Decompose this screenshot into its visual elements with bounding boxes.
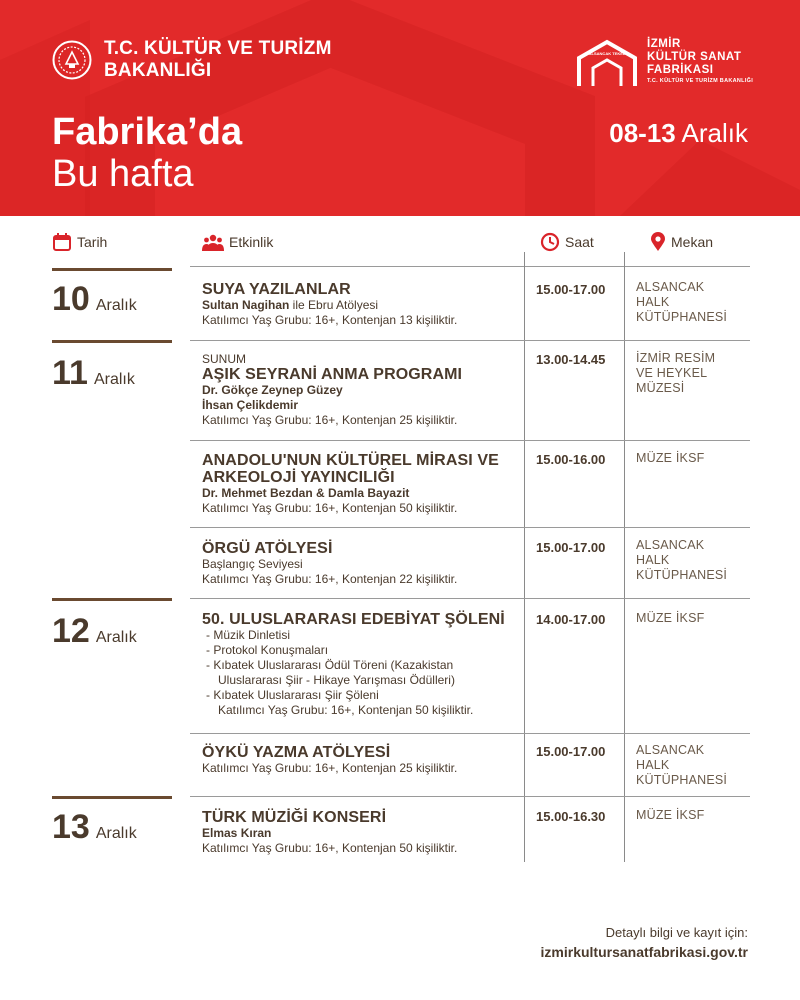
column-header-venue-label: Mekan	[671, 234, 714, 250]
event-program-list	[202, 628, 520, 703]
event-info: Katılımcı Yaş Grubu: 16+, Kontenjan 13 kişiliktir.	[202, 313, 458, 327]
header-banner	[0, 0, 800, 216]
day-number: 10	[52, 280, 90, 318]
day-label	[52, 354, 135, 392]
factory-name-line2: KÜLTÜR SANAT	[647, 51, 742, 63]
event-time: 15.00-17.00	[536, 744, 606, 759]
venue-line: ALSANCAK	[636, 280, 705, 294]
event-venue	[636, 538, 727, 583]
column-header-time	[540, 230, 594, 254]
factory-logo	[575, 38, 753, 88]
venue-line: HALK	[636, 758, 670, 772]
row-divider	[190, 733, 750, 734]
divider-time-left	[524, 252, 525, 862]
people-icon	[202, 232, 224, 252]
event-host: Sultan Nagihan	[202, 298, 290, 312]
event-info: Katılımcı Yaş Grubu: 16+, Kontenjan 50 kişiliktir.	[202, 501, 458, 515]
day-month: Aralık	[95, 297, 137, 314]
factory-name-line3: FABRİKASI	[647, 64, 714, 76]
day-month: Aralık	[95, 629, 137, 646]
event-title: TÜRK MÜZİĞİ KONSERİ	[202, 809, 387, 826]
row-divider	[190, 796, 750, 797]
venue-line: ALSANCAK	[636, 538, 705, 552]
column-header-venue	[650, 230, 713, 254]
event-title: ANADOLU'NUN KÜLTÜREL MİRASI VE	[202, 452, 499, 469]
day-divider	[52, 598, 172, 601]
row-divider	[190, 440, 750, 441]
day-divider	[52, 268, 172, 271]
event-time: 14.00-17.00	[536, 612, 606, 627]
event-entry	[202, 540, 520, 587]
column-header-date-label: Tarih	[77, 234, 108, 250]
event-entry	[202, 452, 520, 516]
venue-line: KÜTÜPHANESİ	[636, 310, 728, 324]
event-title: SUYA YAZILANLAR	[202, 281, 351, 298]
ministry-seal-icon	[52, 40, 92, 80]
ministry-name-line1: T.C. KÜLTÜR VE TURİZM	[104, 38, 332, 59]
day-label	[52, 808, 137, 846]
day-divider	[52, 340, 172, 343]
venue-line: MÜZE İKSF	[636, 808, 705, 822]
event-title: AŞIK SEYRANİ ANMA PROGRAMI	[202, 366, 463, 383]
event-info: Katılımcı Yaş Grubu: 16+, Kontenjan 50 kişiliktir.	[202, 841, 458, 855]
event-title: ARKEOLOJİ YAYINCILIĞI	[202, 469, 395, 486]
event-info: Katılımcı Yaş Grubu: 16+, Kontenjan 25 kişiliktir.	[202, 761, 458, 775]
day-month: Aralık	[95, 825, 137, 842]
day-divider	[52, 796, 172, 799]
venue-line: VE HEYKEL	[636, 366, 708, 380]
day-label	[52, 612, 137, 650]
event-speaker: Elmas Kıran	[202, 826, 272, 840]
calendar-icon	[52, 232, 72, 252]
venue-line: ALSANCAK	[636, 743, 705, 757]
event-venue	[636, 611, 704, 626]
event-description: ile Ebru Atölyesi	[289, 298, 379, 312]
venue-line: MÜZESİ	[636, 381, 685, 395]
event-time: 15.00-16.00	[536, 452, 606, 467]
event-time: 15.00-16.30	[536, 809, 606, 824]
event-venue	[636, 351, 715, 396]
event-time: 15.00-17.00	[536, 540, 606, 555]
day-label	[52, 280, 137, 318]
column-header-date	[52, 230, 107, 254]
event-title: 50. ULUSLARARASI EDEBİYAT ŞÖLENİ	[202, 611, 505, 628]
event-speaker: İhsan Çelikdemir	[202, 398, 299, 412]
column-header-time-label: Saat	[565, 234, 594, 250]
ministry-name-line2: BAKANLIĞI	[104, 60, 212, 81]
event-venue	[636, 808, 704, 823]
list-item: - Müzik Dinletisi	[206, 628, 291, 642]
event-speaker: Dr. Mehmet Bezdan & Damla Bayazit	[202, 486, 410, 500]
event-info: Katılımcı Yaş Grubu: 16+, Kontenjan 22 kişiliktir.	[202, 572, 458, 586]
factory-subtitle: T.C. KÜLTÜR VE TURİZM BAKANLIĞI	[647, 78, 754, 84]
list-item: - Kıbatek Uluslararası Şiir Şöleni	[206, 688, 379, 702]
date-range-days: 08-13	[609, 118, 676, 148]
column-header-event-label: Etkinlik	[229, 234, 274, 250]
column-header-event	[202, 230, 273, 254]
event-venue	[636, 451, 704, 466]
date-range-month: Aralık	[681, 118, 748, 148]
event-title: ÖRGÜ ATÖLYESİ	[202, 540, 333, 557]
page-title-line2: Bu hafta	[52, 153, 194, 195]
list-item: - Protokol Konuşmaları	[206, 643, 329, 657]
venue-line: MÜZE İKSF	[636, 611, 705, 625]
divider-venue-left	[624, 252, 625, 862]
event-entry	[202, 281, 520, 328]
list-item: - Kıbatek Uluslararası Ödül Töreni (Kazakistan Uluslararası Şiir - Hikaye Yarışması Ödülleri)	[206, 658, 455, 687]
venue-line: KÜTÜPHANESİ	[636, 773, 728, 787]
event-info: Katılımcı Yaş Grubu: 16+, Kontenjan 25 kişiliktir.	[202, 413, 458, 427]
venue-line: HALK	[636, 295, 670, 309]
day-month: Aralık	[93, 371, 135, 388]
event-time: 13.00-14.45	[536, 352, 606, 367]
event-prefix: SUNUM	[202, 352, 246, 366]
day-number: 13	[52, 808, 90, 846]
event-entry	[202, 352, 520, 428]
factory-name-line1: İZMİR	[647, 38, 681, 50]
event-entry	[202, 744, 520, 776]
event-title: ÖYKÜ YAZMA ATÖLYESİ	[202, 744, 391, 761]
page-title-line1: Fabrika’da	[52, 111, 243, 153]
event-venue	[636, 743, 727, 788]
ministry-logo	[52, 38, 332, 82]
header-divider	[190, 266, 750, 267]
clock-icon	[540, 232, 560, 252]
venue-line: İZMİR RESİM	[636, 351, 716, 365]
event-level: Başlangıç Seviyesi	[202, 557, 303, 571]
row-divider	[190, 527, 750, 528]
factory-logo-small-text: ALSANCAK TEKEL	[588, 51, 626, 56]
date-range	[609, 118, 748, 148]
factory-logo-icon	[575, 38, 639, 88]
event-speaker: Dr. Gökçe Zeynep Güzey	[202, 383, 343, 397]
event-venue	[636, 280, 727, 325]
venue-line: MÜZE İKSF	[636, 451, 705, 465]
venue-line: HALK	[636, 553, 670, 567]
row-divider	[190, 598, 750, 599]
event-entry	[202, 809, 520, 856]
day-number: 12	[52, 612, 90, 650]
footer-url[interactable]: izmirkultursanatfabrikasi.gov.tr	[540, 944, 748, 960]
venue-line: KÜTÜPHANESİ	[636, 568, 728, 582]
location-pin-icon	[650, 232, 666, 252]
event-time: 15.00-17.00	[536, 282, 606, 297]
event-info: Katılımcı Yaş Grubu: 16+, Kontenjan 50 kişiliktir.	[218, 703, 474, 717]
day-number: 11	[52, 354, 88, 392]
footer-info: Detaylı bilgi ve kayıt için:	[605, 925, 748, 940]
row-divider	[190, 340, 750, 341]
event-entry	[202, 611, 520, 718]
